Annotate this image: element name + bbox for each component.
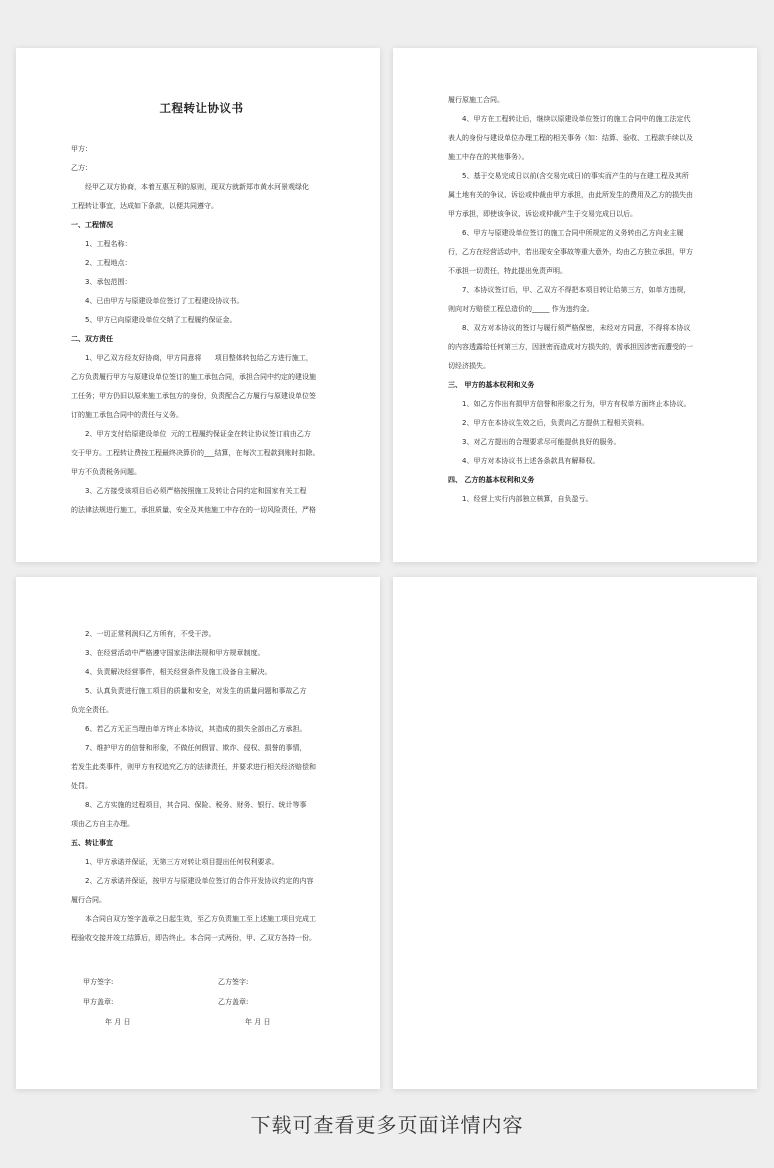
- document-line: 1、工程名称：: [85, 240, 132, 248]
- document-line: 1、如乙方作出有损甲方信誉和形象之行为，甲方有权单方面终止本协议。: [462, 400, 691, 408]
- document-line: 7、维护甲方的信誉和形象，不做任何假冒、欺诈、侵权、损誉的事情，: [85, 744, 307, 752]
- document-line: 程验收交接并竣工结算后，即告终止。本合同一式两份，甲、乙双方各持一份。: [71, 934, 316, 942]
- document-line: 5、基于交易完成日以前(含交易完成日)的事实而产生的与在建工程及其所: [462, 172, 689, 180]
- document-line: 表人的身份与建设单位办理工程的相关事务（如：结算、验收、工程款手续以及: [448, 134, 693, 142]
- document-line: 7、本协议签订后，甲、乙双方不得把本项目转让给第三方，如单方违规，: [462, 286, 691, 294]
- document-line: 4、甲方在工程转让后，继续以原建设单位签订的施工合同中的施工法定代: [462, 115, 691, 123]
- document-line: 3、承包范围：: [85, 278, 132, 286]
- document-line: 履行原施工合同。: [448, 96, 504, 104]
- document-line: 若发生此类事件，则甲方有权追究乙方的法律责任，并要求进行相关经济赔偿和: [71, 763, 316, 771]
- party-b-signature-label: 乙方签字:: [218, 978, 249, 986]
- page-1-body: [71, 140, 332, 520]
- document-line: 8、双方对本协议的签订与履行须严格保密，未经对方同意，不得将本协议: [462, 324, 691, 332]
- document-line: 2、甲方支付给原建设单位 元的工程履约保证金在转让协议签订前由乙方: [85, 430, 311, 438]
- document-line: 的法律法规进行施工，承担质量、安全及其他施工中存在的一切风险责任，严格: [71, 506, 316, 514]
- document-line: 甲方不负责税务问题。: [71, 468, 141, 476]
- section-heading: 一、工程情况: [71, 221, 113, 229]
- document-line: 施工中存在的其他事务）。: [448, 153, 529, 161]
- section-heading: 五、转让事宜: [71, 839, 113, 847]
- document-line: 2、乙方承诺并保证，按甲方与原建设单位签订的合作开发协议约定的内容: [85, 877, 314, 885]
- document-line: 切经济损失。: [448, 362, 490, 370]
- document-page-2: [393, 48, 757, 562]
- document-line: 2、工程地点：: [85, 259, 132, 267]
- document-line: 5、甲方已向原建设单位交纳了工程履约保证金。: [85, 316, 237, 324]
- document-line: 4、甲方对本协议书上述各条款具有解释权。: [462, 457, 600, 465]
- document-title: 工程转让协议书: [159, 101, 244, 115]
- section-heading: 三、 甲方的基本权利和义务: [448, 381, 535, 389]
- section-heading: 二、双方责任: [71, 335, 113, 343]
- document-line: 则向对方赔偿工程总造价的_____ 作为违约金。: [448, 305, 594, 313]
- document-line: 3、对乙方提出的合理要求尽可能提供良好的服务。: [462, 438, 621, 446]
- document-line: 2、一切正常利润归乙方所有，不受干涉。: [85, 630, 216, 638]
- page-2-body: [448, 91, 707, 509]
- document-line: 交于甲方。工程转让费按工程最终决算价的___结算，在每次工程款到账时扣除。: [71, 449, 320, 457]
- document-line: 1、甲方承诺并保证，无第三方对转让项目提出任何权利要求。: [85, 858, 279, 866]
- date-row: [71, 1012, 332, 1032]
- seal-row: [71, 992, 332, 1012]
- document-line: 处罚。: [71, 782, 92, 790]
- document-line: 乙方：: [71, 164, 92, 172]
- document-line: 1、经营上实行内部独立核算，自负盈亏。: [462, 495, 593, 503]
- document-line: 6、甲方与原建设单位签订的施工合同中所规定的义务转由乙方向业主履: [462, 229, 684, 237]
- document-line: 6、若乙方无正当理由单方终止本协议，其造成的损失全部由乙方承担。: [85, 725, 307, 733]
- document-page-4-blank: [393, 577, 757, 1089]
- signature-row: [71, 972, 332, 992]
- party-a-signature-label: 甲方签字:: [83, 978, 114, 986]
- document-line: 的内容透露给任何第三方，因泄密而造成对方损失的，需承担因涉密而遭受的一: [448, 343, 693, 351]
- party-b-date: 年 月 日: [245, 1018, 271, 1026]
- document-line: 履行合同。: [71, 896, 106, 904]
- document-line: 工任务；甲方仍旧以原来施工承包方的身份，负责配合乙方履行与原建设单位签: [71, 392, 316, 400]
- document-line: 本合同自双方签字盖章之日起生效，至乙方负责施工至上述施工项目完成工: [85, 915, 316, 923]
- page-3-body: [71, 625, 332, 948]
- party-a-date: 年 月 日: [105, 1018, 131, 1026]
- document-line: 工程转让事宜，达成如下条款，以便共同遵守。: [71, 202, 218, 210]
- party-a-seal-label: 甲方盖章:: [83, 998, 114, 1006]
- document-line: 属土地有关的争议、诉讼或仲裁由甲方承担，由此所发生的费用及乙方的损失由: [448, 191, 693, 199]
- document-line: 4、已由甲方与原建设单位签订了工程建设协议书。: [85, 297, 244, 305]
- document-line: 8、乙方实施的过程项目，其合同、保险、税务、财务、银行、统计等事: [85, 801, 307, 809]
- document-line: 1、甲乙双方经友好协商，甲方同意将 项目整体转包给乙方进行施工，: [85, 354, 313, 362]
- document-page-3: [16, 577, 380, 1089]
- document-page-1: [16, 48, 380, 562]
- document-line: 甲方：: [71, 145, 92, 153]
- document-line: 甲方承担，即使该争议、诉讼或仲裁产生于交易完成日以后。: [448, 210, 637, 218]
- document-line: 2、甲方在本协议生效之后，负责向乙方提供工程相关资料。: [462, 419, 649, 427]
- document-line: 负完全责任。: [71, 706, 113, 714]
- document-line: 项由乙方自主办理。: [71, 820, 134, 828]
- document-line: 经甲乙双方协商，本着互惠互利的原则，现双方就新郑市黄水河景观绿化: [85, 183, 309, 191]
- document-line: 5、认真负责进行施工项目的质量和安全，对发生的质量问题和事故乙方: [85, 687, 307, 695]
- document-line: 4、负责解决经营事件，相关经营条件及施工设备自主解决。: [85, 668, 272, 676]
- document-line: 行，乙方在经营活动中，若出现安全事故等重大意外，均由乙方独立承担，甲方: [448, 248, 693, 256]
- section-heading: 四、 乙方的基本权利和义务: [448, 476, 535, 484]
- document-line: 3、在经营活动中严格遵守国家法律法规和甲方规章制度。: [85, 649, 265, 657]
- document-line: 乙方负责履行甲方与原建设单位签订的施工承包合同，承担合同中约定的建设施: [71, 373, 316, 381]
- document-line: 订的施工承包合同中的责任与义务。: [71, 411, 183, 419]
- download-caption[interactable]: 下载可查看更多页面详情内容: [250, 1113, 524, 1137]
- document-line: 不承担一切责任，特此提出免责声明。: [448, 267, 567, 275]
- document-line: 3、乙方接受该项目后必须严格按照施工及转让合同约定和国家有关工程: [85, 487, 307, 495]
- party-b-seal-label: 乙方盖章:: [218, 998, 249, 1006]
